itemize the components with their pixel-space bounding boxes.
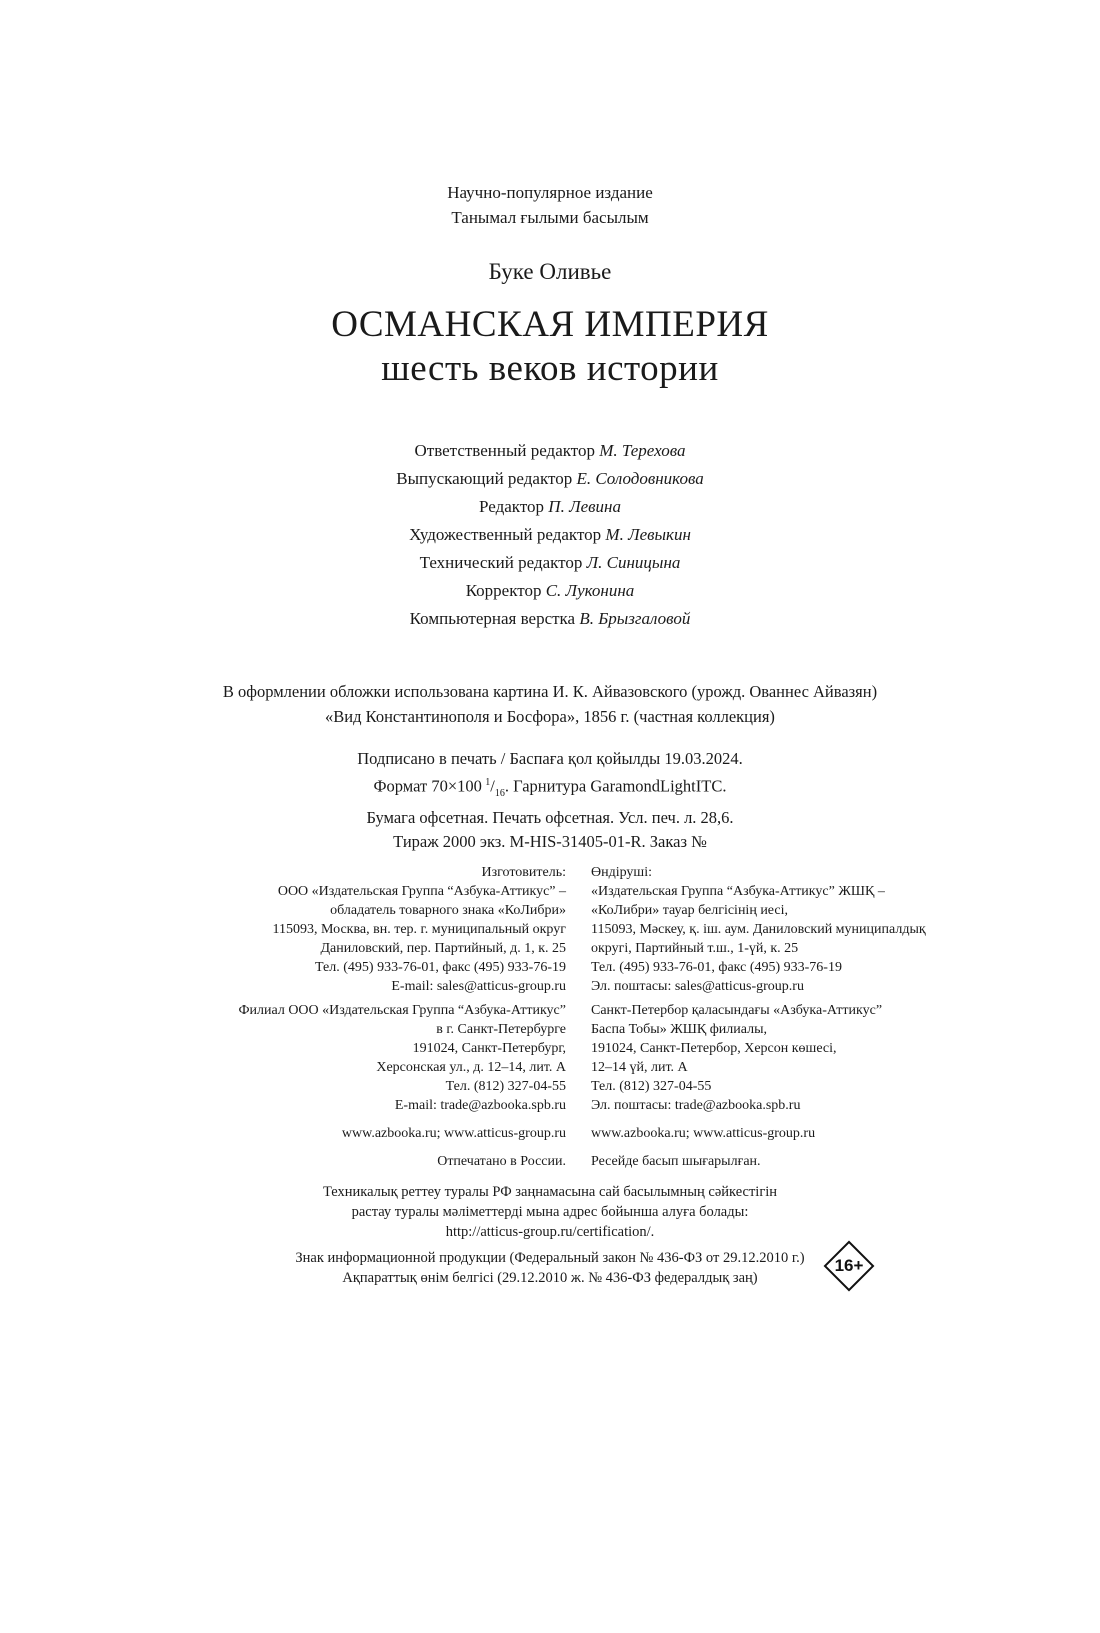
branch-kz: Санкт-Петербор қаласындағы «Азбука-Аттикус” Баспа Тобы» ЖШҚ филиалы, 191024, Санкт-Петербор, Херсон көшесі, 12–14 үй, лит. А Тел. (812) 327-04-55 Эл. поштасы: trade@azbooka.spb.ru bbox=[591, 1003, 883, 1113]
manufacturer-ru: Изготовитель: ООО «Издательская Группа “Азбука-Аттикус” – обладатель товарного знака «КоЛибри» 115093, Москва, вн. тер. г. муниципальный округ Даниловский, пер. Партийный, д. 1, к. 25 Тел. (495) 933-76-01, факс (495) 933-76-19 E-mail: sales@atticus-group.ru bbox=[272, 865, 566, 994]
technical-regulation-note: Техникалық реттеу туралы РФ заңнамасына сай басылымның сәйкестігін растау туралы мәліметтерді мына адрес бойынша алуға болады: http://atticus-group.ru/certification/. bbox=[322, 1184, 778, 1240]
age-rating-label: 16+ bbox=[834, 1256, 864, 1275]
credit-role: Выпускающий редактор bbox=[396, 469, 573, 488]
manufacturer-kz: Өндіруші: «Издательская Группа “Азбука-Аттикус” ЖШҚ – «КоЛибри» тауар белгісінің иесі, 115093, Мәскеу, қ. іш. аум. Даниловский муниципалдық округі, Партийный т.ш., 1-үй, к. 25 Тел. (495) 933-76-01, факс (495) 933-76-19 Эл. поштасы: sales@atticus-group.ru bbox=[591, 865, 926, 994]
title-line-2: шесть веков истории bbox=[381, 348, 719, 389]
print-format: Формат 70×100 $^1/_{16}$. Гарнитура GaramondLightITC. bbox=[373, 776, 727, 799]
credit-row bbox=[0, 549, 1100, 577]
credit-role: Художественный редактор bbox=[409, 525, 602, 544]
credit-name: П. Левина bbox=[548, 497, 621, 516]
credit-row bbox=[0, 605, 1100, 633]
printed-ru: Отпечатано в России. bbox=[437, 1154, 566, 1169]
credit-row bbox=[0, 521, 1100, 549]
print-signed: Подписано в печать / Баспаға қол қойылды 19.03.2024. bbox=[357, 749, 743, 768]
websites-kz: www.azbooka.ru; www.atticus-group.ru bbox=[591, 1126, 816, 1141]
credit-name: М. Терехова bbox=[599, 441, 686, 460]
credit-name: Е. Солодовникова bbox=[576, 469, 704, 488]
credits-list bbox=[0, 437, 1100, 633]
credit-name: Л. Синицына bbox=[586, 553, 681, 572]
print-run: Тираж 2000 экз. M-HIS-31405-01-R. Заказ № bbox=[393, 831, 707, 851]
genre-ru: Научно-популярное издание bbox=[447, 183, 653, 202]
genre-block bbox=[0, 180, 1100, 230]
credit-name: С. Луконина bbox=[545, 581, 635, 600]
credit-row bbox=[0, 493, 1100, 521]
websites-ru: www.azbooka.ru; www.atticus-group.ru bbox=[341, 1126, 566, 1141]
print-info bbox=[0, 747, 1100, 854]
credit-role: Корректор bbox=[465, 581, 542, 600]
credit-role: Компьютерная верстка bbox=[409, 609, 576, 628]
cover-note bbox=[0, 679, 1100, 729]
cover-note-line-1: В оформлении обложки использована картина И. К. Айвазовского (урожд. Ованнес Айвазян) bbox=[222, 682, 878, 701]
print-paper: Бумага офсетная. Печать офсетная. Усл. печ. л. 28,6. bbox=[366, 807, 734, 827]
credit-row bbox=[0, 577, 1100, 605]
credit-role: Редактор bbox=[479, 497, 545, 516]
genre-kz: Танымал ғылыми басылым bbox=[451, 208, 649, 227]
credit-name: М. Левыкин bbox=[605, 525, 691, 544]
cover-note-line-2: «Вид Константинополя и Босфора», 1856 г. (частная коллекция) bbox=[325, 707, 775, 726]
book-title bbox=[0, 303, 1100, 391]
author-name: Буке Оливье bbox=[488, 259, 612, 284]
credit-row bbox=[0, 437, 1100, 465]
printed-kz: Ресейде басып шығарылған. bbox=[591, 1154, 761, 1169]
credit-role: Ответственный редактор bbox=[414, 441, 595, 460]
credit-name: В. Брызгаловой bbox=[579, 609, 691, 628]
credit-role: Технический редактор bbox=[419, 553, 583, 572]
credit-row bbox=[0, 465, 1100, 493]
age-rating-badge bbox=[823, 1240, 875, 1292]
info-product-sign: Знак информационной продукции (Федеральный закон № 436-ФЗ от 29.12.2010 г.) Ақпараттық өнім белгісі (29.12.2010 ж. № 436-ФЗ федералдық заң) bbox=[295, 1250, 805, 1286]
branch-ru: Филиал ООО «Издательская Группа “Азбука-Аттикус” в г. Санкт-Петербурге 191024, Санкт-Петербург, Херсонская ул., д. 12–14, лит. А Тел. (812) 327-04-55 E-mail: trade@azbooka.spb.ru bbox=[238, 1003, 566, 1113]
title-line-1: ОСМАНСКАЯ ИМПЕРИЯ bbox=[331, 304, 769, 345]
